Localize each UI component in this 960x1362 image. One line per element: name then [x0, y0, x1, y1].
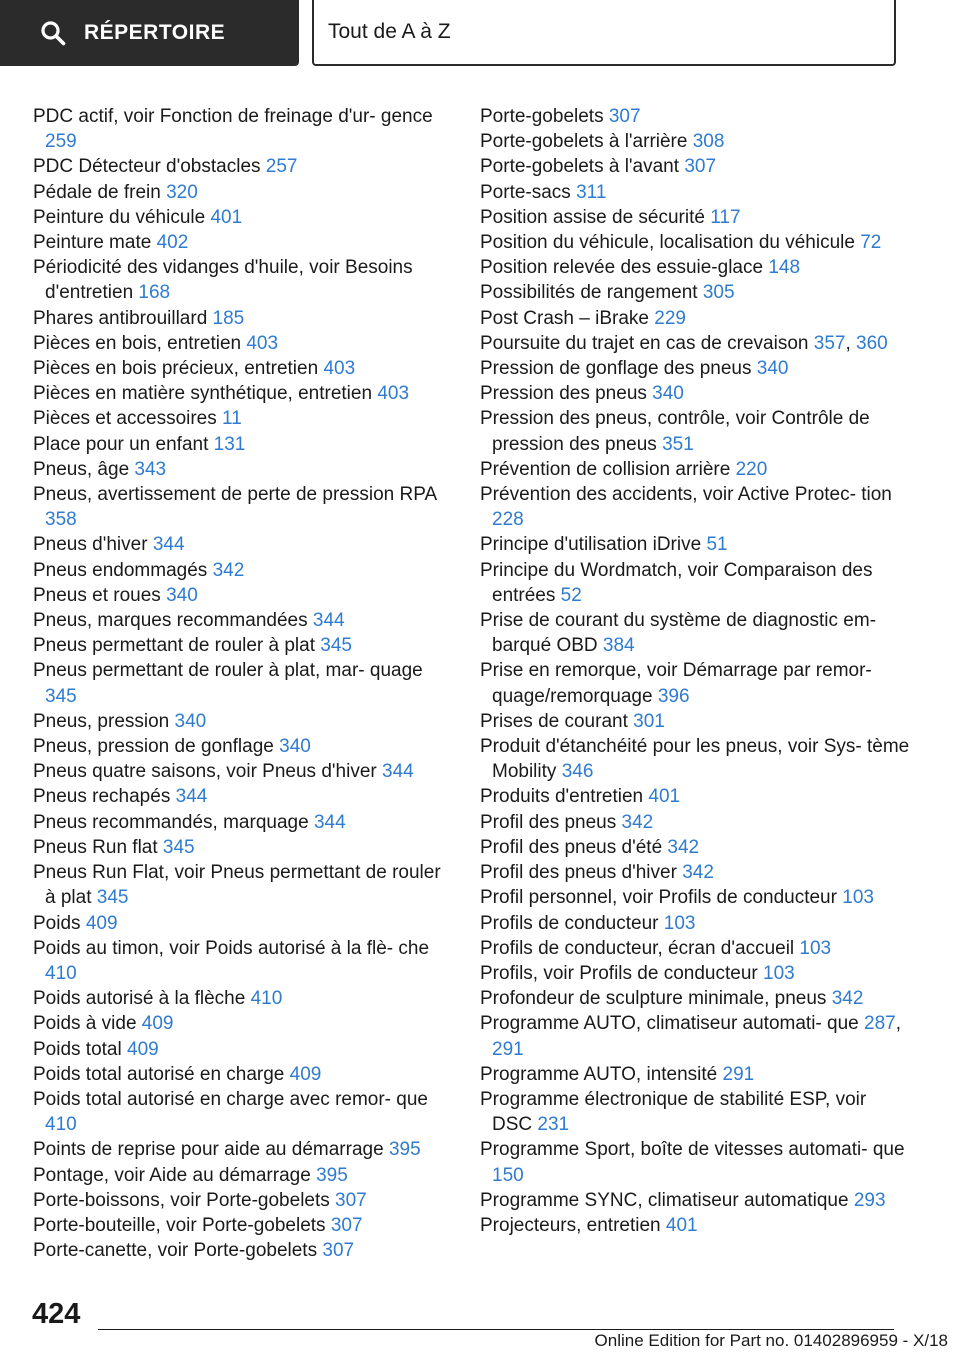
index-entry — [33, 759, 453, 784]
index-entry-text: Pièces en matière synthétique, entretien — [33, 383, 373, 405]
index-entry-text: Prises de courant — [480, 710, 628, 732]
index-entry — [480, 154, 910, 179]
index-entry — [480, 482, 910, 532]
page-reference-link[interactable]: 307 — [322, 1240, 355, 1262]
index-entry-text: Position du véhicule, localisation du véhicule — [480, 232, 855, 254]
index-entry — [33, 1137, 453, 1162]
index-entry — [480, 306, 910, 331]
index-entry — [33, 230, 453, 255]
page-reference-link[interactable]: 342 — [682, 862, 714, 884]
page-header — [0, 0, 960, 66]
index-entry-text: Pneus d'hiver — [33, 534, 148, 556]
index-entry-text: Prise en remorque, voir Démarrage par remor‐ quage/remorquage — [480, 660, 872, 707]
page-reference-link[interactable]: 103 — [842, 887, 874, 909]
index-entry-text: Programme AUTO, climatiseur automati‐ que — [480, 1013, 859, 1035]
index-entry — [33, 432, 453, 457]
page-reference-link[interactable]: 257 — [265, 156, 298, 178]
index-entry — [33, 381, 453, 406]
index-entry — [480, 255, 910, 280]
index-entry — [480, 784, 910, 809]
index-entry — [480, 558, 910, 608]
page-reference-link[interactable]: 340 — [166, 584, 198, 606]
page-reference-link[interactable]: 403 — [323, 358, 356, 380]
index-entry — [33, 104, 453, 154]
index-entry — [480, 457, 910, 482]
page-reference-link[interactable]: 409 — [141, 1013, 174, 1035]
index-entry — [33, 558, 453, 583]
page-reference-link[interactable]: 344 — [175, 786, 208, 808]
page-reference-link[interactable]: 395 — [316, 1164, 348, 1186]
page-reference-link[interactable]: 410 — [45, 962, 77, 984]
index-entry — [480, 1188, 910, 1213]
index-entry-text: Pression des pneus, contrôle, voir Contrôle de pression des pneus — [480, 408, 870, 455]
index-entry — [33, 810, 453, 835]
index-entry-text: Pneus, avertissement de perte de pression RPA — [33, 484, 437, 506]
page-reference-link[interactable]: 403 — [246, 332, 279, 354]
index-entry-text: Pneus recommandés, marquage — [33, 811, 309, 833]
index-entry-text: Programme Sport, boîte de vitesses automati‐ que — [480, 1139, 905, 1161]
index-entry-text: Programme électronique de stabilité ESP, voir DSC — [480, 1088, 867, 1136]
index-entry — [480, 532, 910, 557]
index-entry — [33, 406, 453, 431]
index-entry-text: Porte-bouteille, voir Porte-gobelets — [33, 1214, 326, 1236]
index-column-left — [33, 104, 453, 1263]
index-entry — [33, 860, 453, 910]
page-reference-link[interactable]: 345 — [162, 836, 195, 858]
index-entry-text: Pneus, marques recommandées — [33, 610, 308, 632]
index-entry-text: Peinture mate — [33, 232, 152, 254]
index-entry-text: Porte-canette, voir Porte-gobelets — [33, 1240, 318, 1262]
index-entry-text: Pièces et accessoires — [33, 408, 217, 430]
page-reference-link[interactable]: 340 — [652, 383, 684, 405]
index-entry — [33, 583, 453, 608]
index-entry-text: Programme SYNC, climatiseur automatique — [480, 1189, 849, 1211]
index-entry-text: Poids au timon, voir Poids autorisé à la flè‐ che — [33, 937, 430, 959]
index-entry-text: Porte-gobelets à l'arrière — [480, 131, 688, 153]
index-entry-text: Pression de gonflage des pneus — [480, 358, 752, 380]
index-entry-text: Place pour un enfant — [33, 433, 209, 455]
index-entry-text: Profondeur de sculpture minimale, pneus — [480, 988, 827, 1010]
index-entry-text: Prise de courant du système de diagnostic em‐ barqué OBD — [480, 610, 877, 657]
index-entry-text: Peinture du véhicule — [33, 206, 206, 228]
index-entry — [33, 658, 453, 708]
index-entry — [33, 784, 453, 809]
page-number: 424 — [32, 1298, 81, 1330]
index-entry — [33, 709, 453, 734]
page-reference-link[interactable]: 307 — [608, 106, 641, 127]
index-entry-text: Produit d'étanchéité pour les pneus, voir Sys‐ tème Mobility — [480, 736, 910, 783]
index-entry — [480, 180, 910, 205]
index-entry-text: Poursuite du trajet en cas de crevaison — [480, 332, 809, 354]
index-entry-text: Projecteurs, entretien — [480, 1214, 661, 1236]
index-entry-text: Points de reprise pour aide au démarrage — [33, 1139, 384, 1161]
index-entry — [33, 1238, 453, 1263]
index-entry — [33, 835, 453, 860]
footer-divider — [98, 1329, 894, 1330]
index-entry — [480, 1087, 910, 1137]
index-entry-text: Profil personnel, voir Profils de conducteur — [480, 887, 837, 909]
index-entry-text: Prévention de collision arrière — [480, 458, 731, 480]
page-reference-link[interactable]: 344 — [382, 761, 414, 783]
index-entry-text: Pontage, voir Aide au démarrage — [33, 1164, 311, 1186]
index-entry-text: Pneus, âge — [33, 458, 130, 480]
page-reference-link[interactable]: 409 — [127, 1038, 159, 1060]
index-entry — [480, 658, 910, 708]
index-entry — [33, 532, 453, 557]
index-entry-text: Principe du Wordmatch, voir Comparaison des entrées — [480, 559, 873, 606]
page-reference-link[interactable]: 131 — [213, 433, 246, 455]
index-entry-text: Pneus permettant de rouler à plat, mar‐ quage — [33, 660, 423, 682]
index-entry-text: Profil des pneus d'été — [480, 836, 663, 858]
index-entry-text: Principe d'utilisation iDrive — [480, 534, 702, 556]
index-entry — [33, 331, 453, 356]
page-reference-link[interactable]: 291 — [722, 1063, 755, 1085]
page-reference-link[interactable]: 409 — [289, 1063, 322, 1085]
page-reference-link[interactable]: 307 — [684, 156, 717, 178]
index-entry-text: Pneus, pression de gonflage — [33, 736, 274, 758]
page-reference-link[interactable]: 358 — [45, 509, 77, 531]
index-entry-text: Poids total autorisé en charge avec remor‐ que — [33, 1088, 428, 1110]
page-reference-link[interactable]: 340 — [756, 358, 789, 380]
index-entry — [33, 734, 453, 759]
index-entry — [480, 205, 910, 230]
page-reference-link[interactable]: 410 — [250, 988, 283, 1010]
index-entry — [33, 255, 453, 305]
index-entry — [480, 835, 910, 860]
page-reference-link[interactable]: 351 — [662, 433, 694, 455]
page-reference-link[interactable]: 287 — [864, 1013, 896, 1035]
page-reference-link[interactable]: 340 — [279, 736, 311, 758]
index-entry — [480, 885, 910, 910]
index-entry — [33, 633, 453, 658]
index-entry — [480, 986, 910, 1011]
index-entry — [480, 129, 910, 154]
index-entry — [480, 810, 910, 835]
page-reference-link[interactable]: 150 — [492, 1164, 524, 1186]
footer-edition-text: Online Edition for Part no. 01402896959 - X/18 — [594, 1331, 948, 1350]
page-reference-link[interactable]: 401 — [648, 786, 681, 808]
index-entry — [33, 936, 453, 986]
page-reference-link[interactable]: 72 — [860, 232, 882, 254]
index-entry-text: Profil des pneus — [480, 811, 617, 833]
page-reference-link[interactable]: 51 — [706, 534, 728, 556]
index-entry-text: Pneus, pression — [33, 710, 170, 732]
index-entry-text: PDC Détecteur d'obstacles — [33, 156, 261, 178]
index-entry-text: Porte-gobelets à l'avant — [480, 156, 680, 178]
index-entry-text: Porte-sacs — [480, 181, 571, 203]
index-entry-text: Pneus quatre saisons, voir Pneus d'hiver — [33, 761, 377, 783]
search-icon — [40, 20, 66, 46]
page-reference-link[interactable]: 343 — [134, 458, 167, 480]
page-reference-link[interactable]: 259 — [45, 131, 77, 153]
index-entry — [480, 1213, 910, 1238]
index-entry-text: Profils de conducteur — [480, 912, 659, 934]
index-entry — [480, 734, 910, 784]
index-entry-text: Poids total autorisé en charge — [33, 1063, 285, 1085]
index-column-right — [480, 104, 910, 1238]
page-reference-link[interactable]: 345 — [320, 635, 352, 657]
index-entry-text: PDC actif, voir Fonction de freinage d'ur‐ gence — [33, 106, 433, 127]
index-entry — [33, 1011, 453, 1036]
index-entry — [480, 860, 910, 885]
index-entry-text: Pneus permettant de rouler à plat — [33, 635, 316, 657]
index-entry-text: Position assise de sécurité — [480, 206, 705, 228]
page-reference-link[interactable]: 103 — [799, 937, 832, 959]
index-entry-text: Pédale de frein — [33, 181, 161, 203]
index-entry — [33, 457, 453, 482]
index-entry — [33, 911, 453, 936]
index-entry-text: Pièces en bois, entretien — [33, 332, 242, 354]
index-entry — [33, 1163, 453, 1188]
index-entry — [33, 986, 453, 1011]
index-entry-text: Poids autorisé à la flèche — [33, 988, 246, 1010]
index-entry-text: Pneus Run flat — [33, 836, 158, 858]
index-entry-text: Phares antibrouillard — [33, 307, 208, 329]
page-reference-link[interactable]: 344 — [152, 534, 185, 556]
index-entry — [33, 1087, 453, 1137]
page-reference-link[interactable]: 357 — [813, 332, 846, 354]
index-entry — [33, 1037, 453, 1062]
page-reference-link[interactable]: 409 — [85, 912, 118, 934]
index-entry: Programme AUTO, climatiseur automati‐ que 287, 291 — [480, 1013, 901, 1060]
page-reference-link[interactable]: 103 — [663, 912, 696, 934]
page-reference-link[interactable]: 231 — [537, 1114, 570, 1136]
page-reference-link[interactable]: 52 — [560, 584, 582, 606]
index-entry — [33, 608, 453, 633]
index-entry — [480, 280, 910, 305]
index-entry — [33, 482, 453, 532]
index-entry-text: Pneus et roues — [33, 584, 161, 606]
index-entry-text: Poids à vide — [33, 1013, 137, 1035]
page-reference-link[interactable]: 168 — [138, 282, 171, 304]
index-entry-text: Pneus endommagés — [33, 559, 208, 581]
index-entry — [33, 1213, 453, 1238]
page-reference-link[interactable]: 311 — [576, 181, 607, 203]
page-reference-link[interactable]: 340 — [174, 710, 207, 732]
index-entry-text: Profils, voir Profils de conducteur — [480, 962, 758, 984]
index-entry: Poursuite du trajet en cas de crevaison 357, 360 — [480, 332, 888, 354]
index-entry — [480, 356, 910, 381]
index-entry-text: Profils de conducteur, écran d'accueil — [480, 937, 795, 959]
index-entry — [480, 1062, 910, 1087]
index-entry-text: Programme AUTO, intensité — [480, 1063, 718, 1085]
directory-tab-label: RÉPERTOIRE — [84, 21, 226, 44]
page-reference-link[interactable]: 305 — [702, 282, 735, 304]
index-entry — [480, 1137, 910, 1187]
page-reference-link[interactable]: 185 — [212, 307, 245, 329]
page-reference-link[interactable]: 307 — [330, 1214, 363, 1236]
page-reference-link[interactable]: 307 — [335, 1189, 367, 1211]
index-entry-text: Pneus rechapés — [33, 786, 171, 808]
index-entry-text: Profil des pneus d'hiver — [480, 862, 677, 884]
index-entry-text: Pression des pneus — [480, 383, 647, 405]
page-reference-link[interactable]: 396 — [657, 685, 690, 707]
index-entry-text: Prévention des accidents, voir Active Protec‐ tion — [480, 484, 892, 506]
index-entry — [480, 608, 910, 658]
page-reference-link[interactable]: 384 — [602, 635, 635, 657]
index-entry-text: Porte-gobelets — [480, 106, 604, 127]
index-entry-text: Périodicité des vidanges d'huile, voir Besoins d'entretien — [33, 257, 413, 304]
index-entry-text: Porte-boissons, voir Porte-gobelets — [33, 1189, 330, 1211]
index-entry — [33, 356, 453, 381]
page-reference-link[interactable]: 344 — [312, 610, 345, 632]
page-reference-link[interactable]: 345 — [96, 887, 129, 909]
page-reference-link[interactable]: 403 — [377, 383, 410, 405]
page-reference-link[interactable]: 342 — [621, 811, 654, 833]
index-entry — [480, 381, 910, 406]
page-reference-link[interactable]: 342 — [667, 836, 700, 858]
index-entry-text: Poids total — [33, 1038, 122, 1060]
page-reference-link[interactable]: 342 — [212, 559, 245, 581]
index-entry-text: Position relevée des essuie-glace — [480, 257, 764, 279]
index-entry — [480, 406, 910, 456]
index-entry — [480, 911, 910, 936]
index-entry — [33, 180, 453, 205]
index-entry — [480, 709, 910, 734]
page-reference-link[interactable]: 308 — [692, 131, 725, 153]
page-reference-link[interactable]: 117 — [710, 206, 741, 228]
page-reference-link[interactable]: 228 — [492, 509, 524, 531]
index-entry — [33, 1062, 453, 1087]
index-entry-text: Possibilités de rangement — [480, 282, 698, 304]
page-reference-link[interactable]: 395 — [388, 1139, 421, 1161]
page-reference-link[interactable]: 360 — [856, 332, 888, 354]
index-entry-text: Post Crash – iBrake — [480, 307, 649, 329]
page-reference-link[interactable]: 291 — [492, 1038, 524, 1060]
page-reference-link[interactable]: 401 — [210, 206, 243, 228]
page-reference-link[interactable]: 402 — [156, 232, 189, 254]
page-reference-link[interactable]: 293 — [853, 1189, 886, 1211]
index-entry — [480, 230, 910, 255]
index-entry — [33, 205, 453, 230]
index-entry-text: Pneus Run Flat, voir Pneus permettant de rouler à plat — [33, 862, 441, 909]
index-entry-text: Pièces en bois précieux, entretien — [33, 358, 319, 380]
page-reference-link[interactable]: 410 — [45, 1114, 77, 1136]
page-reference-link[interactable]: 301 — [633, 710, 665, 732]
page-reference-link[interactable]: 342 — [831, 988, 864, 1010]
page-reference-link[interactable]: 229 — [654, 307, 686, 329]
index-entry — [480, 104, 910, 129]
page-reference-link[interactable]: 345 — [45, 685, 77, 707]
page-reference-link[interactable]: 320 — [166, 181, 198, 203]
index-entry — [33, 306, 453, 331]
section-tab-a-to-z[interactable] — [312, 0, 896, 66]
page-reference-link[interactable]: 103 — [763, 962, 795, 984]
index-entry — [480, 936, 910, 961]
page-reference-link[interactable]: 148 — [768, 257, 801, 279]
index-entry — [480, 961, 910, 986]
page-reference-link[interactable]: 11 — [222, 408, 242, 430]
page-reference-link[interactable]: 401 — [665, 1214, 698, 1236]
page-reference-link[interactable]: 344 — [313, 811, 346, 833]
index-entry — [33, 1188, 453, 1213]
directory-tab[interactable] — [0, 0, 299, 66]
page-reference-link[interactable]: 220 — [735, 458, 768, 480]
section-tab-label: Tout de A à Z — [328, 20, 451, 43]
index-entry — [33, 154, 453, 179]
index-entry-text: Produits d'entretien — [480, 786, 644, 808]
page-reference-link[interactable]: 346 — [561, 761, 594, 783]
index-entry-text: Poids — [33, 912, 81, 934]
